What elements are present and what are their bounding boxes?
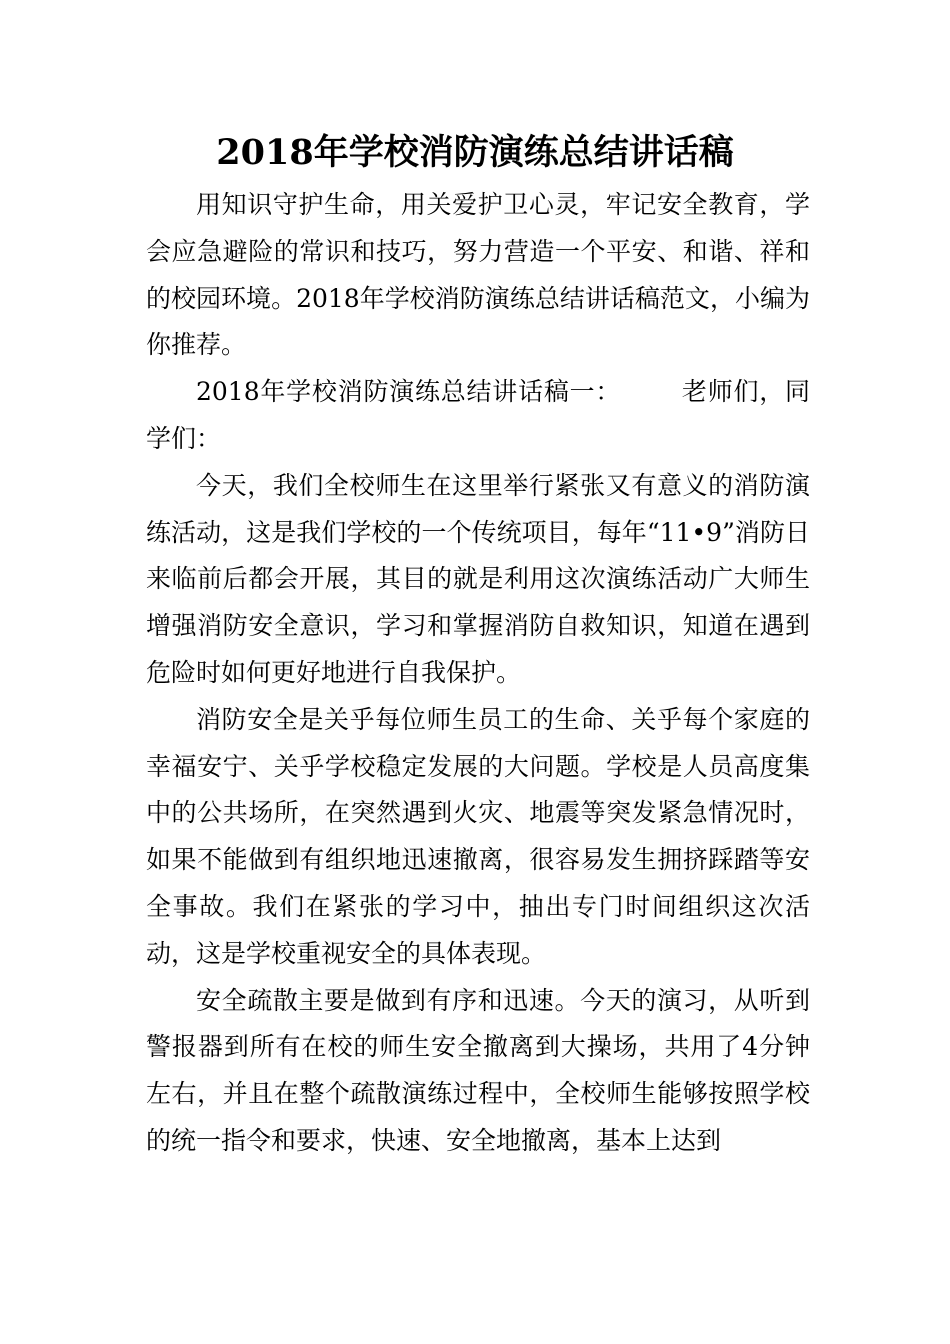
- paragraph-evacuation-result: 安全疏散主要是做到有序和迅速。今天的演习，从听到警报器到所有在校的师生安全撤离到大操场，共用了4分钟左右，并且在整个疏散演练过程中，全校师生能够按照学校的统一指令和要求，快速、安全地撤离，基本上达到: [146, 985, 810, 1155]
- speech-heading: 2018年学校消防演练总结讲话稿一：: [196, 377, 622, 407]
- document-body: [146, 182, 810, 1165]
- paragraph-greeting: [146, 369, 810, 463]
- paragraph-intro: 用知识守护生命，用关爱护卫心灵，牢记安全教育，学会应急避险的常识和技巧，努力营造一个平安、和谐、祥和的校园环境。2018年学校消防演练总结讲话稿范文，小编为你推荐。: [146, 190, 810, 360]
- paragraph-safety-importance: 消防安全是关乎每位师生员工的生命、关乎每个家庭的幸福安宁、关乎学校稳定发展的大问题。学校是人员高度集中的公共场所，在突然遇到火灾、地震等突发紧急情况时，如果不能做到有组织地迅速撤离，很容易发生拥挤踩踏等安全事故。我们在紧张的学习中，抽出专门时间组织这次活动，这是学校重视安全的具体表现。: [146, 704, 810, 968]
- greeting-text: 老师们，同学们：: [146, 377, 810, 453]
- paragraph-drill-purpose: 今天，我们全校师生在这里举行紧张又有意义的消防演练活动，这是我们学校的一个传统项目，每年“11•9”消防日来临前后都会开展，其目的就是利用这次演练活动广大师生增强消防安全意识，学习和掌握消防自救知识，知道在遇到危险时如何更好地进行自我保护。: [146, 470, 810, 687]
- document-title: 2018年学校消防演练总结讲话稿: [216, 132, 734, 173]
